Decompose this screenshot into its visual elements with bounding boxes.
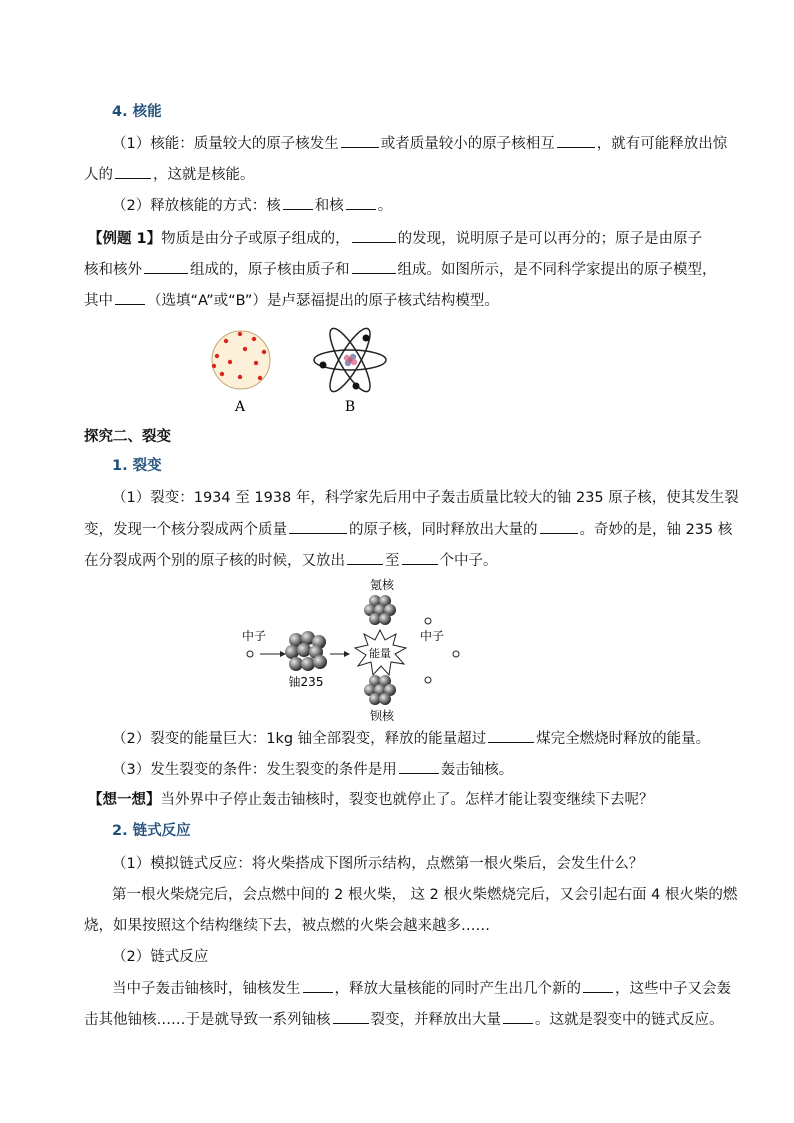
- blank[interactable]: [341, 133, 379, 148]
- released-neutron-1: [425, 618, 431, 624]
- arrow-head-mid: [344, 651, 350, 657]
- released-neutron-3: [425, 677, 431, 683]
- krypton-label: 氪核: [369, 578, 395, 592]
- blank[interactable]: [333, 1009, 369, 1024]
- example-1-line-2: 核和核外 组成的，原子核由质子和 组成。如图所示，是不同科学家提出的原子模型，: [84, 259, 714, 280]
- blank[interactable]: [289, 519, 347, 534]
- blank[interactable]: [557, 133, 595, 148]
- rutherford-model: [314, 324, 386, 396]
- neutron-label-right: 中子: [419, 629, 445, 643]
- example-1-line-3: 其中 （选填“A”或“B”）是卢瑟福提出的原子核式结构模型。: [84, 290, 714, 311]
- blank[interactable]: [399, 759, 439, 774]
- krypton-nucleus: [364, 595, 396, 625]
- blank[interactable]: [303, 978, 333, 993]
- blank[interactable]: [352, 259, 396, 274]
- neutron-label-left: 中子: [241, 629, 267, 643]
- section-heading-nuclear-energy: 4. 核能: [112, 104, 162, 120]
- section-heading-chain-reaction: 2. 链式反应: [112, 823, 191, 839]
- example-1-line-1: 【例题 1】物质是由分子或原子组成的， 的发现，说明原子是可以再分的；原子是由原子: [88, 228, 718, 249]
- fission-line-5: （3）发生裂变的条件：发生裂变的条件是用 轰击铀核。: [112, 759, 742, 780]
- chain-line-6: 击其他铀核……于是就导致一系列铀核 裂变，并释放出大量 。这就是裂变中的链式反应。: [84, 1009, 714, 1030]
- blank[interactable]: [115, 164, 151, 179]
- paragraph-nuclear-energy-def: （1）核能：质量较大的原子核发生 或者质量较小的原子核相互 ，就有可能释放出惊: [112, 133, 742, 154]
- part-2-heading: 探究二、裂变: [84, 429, 171, 445]
- chain-line-1: （1）模拟链式反应：将火柴搭成下图所示结构，点燃第一根火柴后，会发生什么？: [112, 856, 644, 872]
- fission-line-1: （1）裂变：1934 至 1938 年，科学家先后用中子轰击质量比较大的铀 235 原子核，使其发生裂: [112, 490, 739, 506]
- blank[interactable]: [352, 228, 396, 243]
- blank[interactable]: [346, 195, 376, 210]
- blank[interactable]: [503, 1009, 533, 1024]
- blank[interactable]: [488, 728, 534, 743]
- blank[interactable]: [115, 290, 145, 305]
- blank[interactable]: [144, 259, 188, 274]
- paragraph-release-methods: （2）释放核能的方式：核 和核 。: [112, 195, 742, 216]
- label-a: A: [234, 399, 246, 415]
- fission-line-3: 在分裂成两个别的原子核的时候，又放出 至 个中子。: [84, 550, 714, 571]
- barium-label: 钡核: [369, 709, 395, 723]
- blank[interactable]: [583, 978, 613, 993]
- chain-line-2: 第一根火柴烧完后，会点燃中间的 2 根火柴， 这 2 根火柴燃烧完后，又会引起右面 4 根火柴的燃: [112, 887, 738, 903]
- think-about-it: 【想一想】当外界中子停止轰击铀核时，裂变也就停止了。怎样才能让裂变继续下去呢？: [88, 792, 654, 808]
- atom-models-figure: [200, 322, 400, 417]
- section-heading-fission: 1. 裂变: [112, 458, 162, 474]
- chain-line-5: 当中子轰击铀核时，铀核发生 ，释放大量核能的同时产生出几个新的 ，这些中子又会轰: [112, 978, 742, 999]
- chain-line-4: （2）链式反应: [112, 949, 209, 965]
- fission-line-2: 变，发现一个核分裂成两个质量 的原子核，同时释放出大量的 。奇妙的是，铀 235 核: [84, 519, 714, 540]
- blank[interactable]: [347, 550, 383, 565]
- barium-nucleus: [364, 675, 396, 705]
- chain-line-3: 烧，如果按照这个结构继续下去，被点燃的火柴会越来越多……: [84, 918, 490, 934]
- uranium-label: 铀235: [288, 675, 324, 689]
- plum-pudding-model: [212, 331, 270, 389]
- blank[interactable]: [402, 550, 438, 565]
- blank[interactable]: [283, 195, 313, 210]
- incoming-neutron: [247, 651, 253, 657]
- fission-figure: [236, 574, 466, 724]
- released-neutron-2: [453, 651, 459, 657]
- fission-line-4: （2）裂变的能量巨大：1kg 铀全部裂变，释放的能量超过 煤完全燃烧时释放的能量。: [112, 728, 742, 749]
- paragraph-nuclear-energy-def-cont: 人的 ，这就是核能。: [84, 164, 714, 185]
- blank[interactable]: [540, 519, 578, 534]
- uranium-235-nucleus: [285, 631, 327, 671]
- energy-label: 能量: [369, 647, 391, 660]
- label-b: B: [344, 399, 356, 415]
